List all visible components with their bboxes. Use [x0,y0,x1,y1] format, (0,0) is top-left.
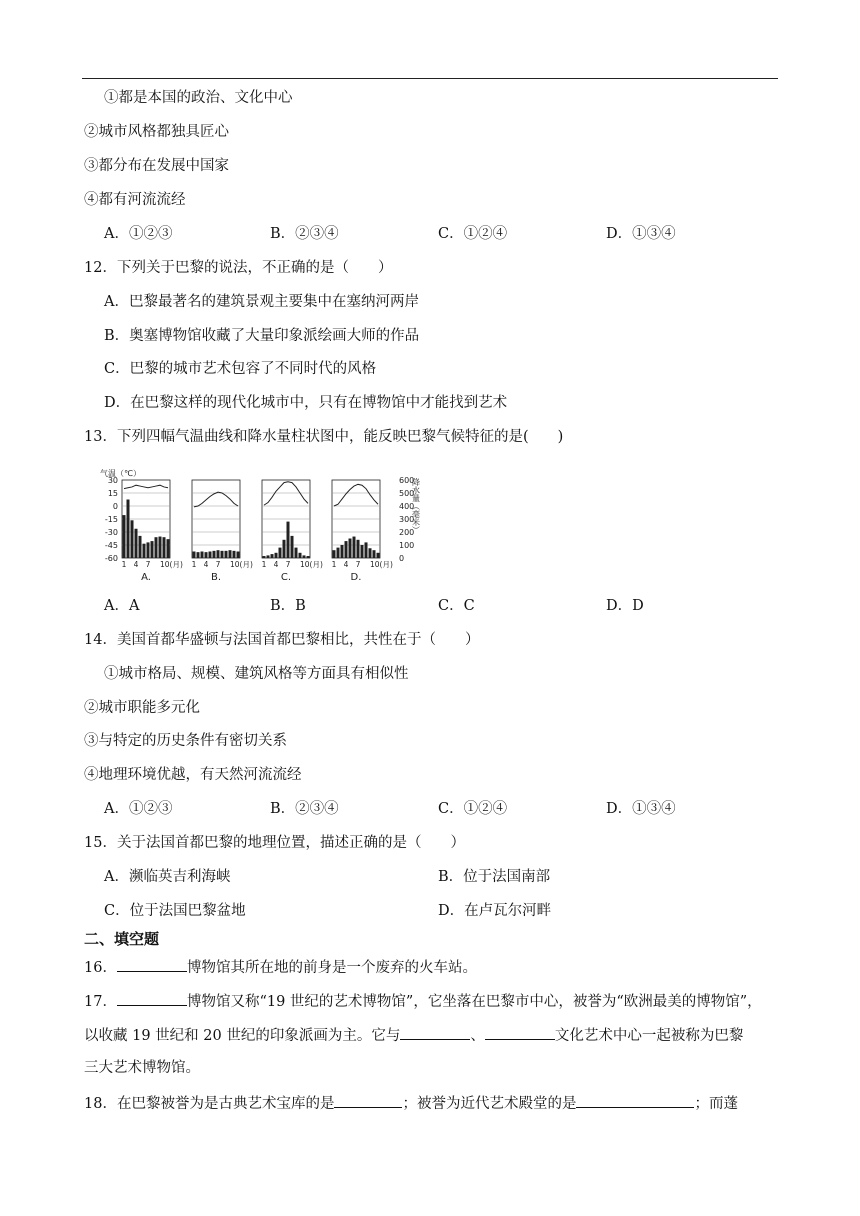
q18-text-2: ；被誉为近代艺术殿堂的是 [402,1096,577,1112]
q18-blank-2[interactable] [576,1093,694,1108]
q14-statement-4: ④地理环境优越，有天然河流流经 [84,767,302,783]
q17-blank-2[interactable] [400,1025,470,1040]
q13-option-b[interactable]: B．B [270,598,306,614]
precip-tick-label: 0 [399,554,405,563]
temp-curve [194,492,238,507]
precip-bar [155,537,158,558]
q17-text-1: 博物馆又称“19 世纪的艺术博物馆”，它坐落在巴黎市中心，被誉为“欧洲最美的博物馆”， [186,994,762,1010]
q14-option-c[interactable]: C．①②④ [438,801,508,817]
q15-stem: 15．关于法国首都巴黎的地理位置，描述正确的是（ ） [84,835,465,851]
q16-line [84,957,477,978]
precip-bar [205,552,208,558]
precip-bar [143,544,146,558]
month-tick-label: 10(月) [300,560,323,569]
q16-text: 博物馆其所在地的前身是一个废弃的火车站。 [186,960,477,976]
q11-statement-1: ①都是本国的政治、文化中心 [104,90,293,106]
precip-bar [377,553,380,558]
precip-bar [163,537,166,558]
precip-axis-label: 降水量（毫米） [411,478,421,534]
q17-line-1 [84,991,762,1012]
precip-bar [353,537,356,558]
temp-curve [264,482,308,505]
month-tick-label: 4 [343,560,349,569]
month-tick-label: 1 [261,560,267,569]
precip-bar [229,550,232,558]
precip-bar [167,539,170,558]
precip-bar [365,542,368,558]
precip-bar [299,553,302,558]
precip-bar [151,541,154,558]
q13-option-d[interactable]: D．D [606,598,644,614]
panel-label: C. [280,572,292,583]
temp-curve [334,484,378,506]
precip-bar [237,552,240,559]
q16-number: 16． [84,960,117,976]
q11-statement-4: ④都有河流流经 [84,192,186,208]
precip-bar [147,542,150,558]
precip-bar [287,522,290,558]
month-tick-label: 10(月) [160,560,183,569]
panel-label: A. [141,572,151,583]
precip-bar [279,548,282,558]
month-tick-label: 7 [215,560,221,569]
q17-line-2 [84,1025,743,1046]
q15-option-d[interactable]: D．在卢瓦尔河畔 [438,903,552,919]
precip-bar [201,552,204,559]
climate-panel-3 [262,480,323,583]
temp-curve [124,485,168,488]
q13-stem: 13．下列四幅气温曲线和降水量柱状图中，能反映巴黎气候特征的是( ) [84,429,564,445]
q17-blank-1[interactable] [117,991,187,1006]
precip-bar [345,541,348,558]
q14-option-d[interactable]: D．①③④ [606,801,676,817]
precip-bar [217,550,220,558]
section-title-fill-blank: 二、填空题 [84,930,160,948]
precip-bar [271,554,274,558]
panel-label: B. [210,572,222,583]
q13-option-c[interactable]: C．C [438,598,475,614]
q12-option-d[interactable]: D．在巴黎这样的现代化城市中，只有在博物馆中才能找到艺术 [104,395,508,411]
precip-bar [333,550,336,558]
precip-tick-label: 400 [399,502,415,511]
climate-panel-1 [122,480,183,583]
precip-bar [295,548,298,558]
month-tick-label: 4 [273,560,279,569]
precip-bar [307,556,310,558]
precip-bar [349,539,352,559]
precip-bar [361,545,364,558]
q11-statement-2: ②城市风格都独具匠心 [84,124,229,140]
precip-bar [135,529,138,558]
q14-option-a[interactable]: A．①②③ [104,801,173,817]
precip-bar [213,551,216,558]
q16-blank[interactable] [117,957,187,972]
q18-text-3: ；而蓬 [694,1096,738,1112]
q11-option-b[interactable]: B．②③④ [270,226,339,242]
precip-bar [291,536,294,558]
precip-bar [193,552,196,559]
precip-bar [283,540,286,558]
climate-panel-2 [192,480,253,583]
q14-option-b[interactable]: B．②③④ [270,801,339,817]
temp-axis-label: 气温（℃） [100,469,141,478]
precip-bar [357,540,360,558]
q18-line-1 [84,1093,738,1114]
precip-bar [267,555,270,558]
q18-blank-1[interactable] [334,1093,402,1108]
climate-panel-4 [332,480,393,583]
precip-bar [303,555,306,558]
q12-option-c[interactable]: C．巴黎的城市艺术包容了不同时代的风格 [104,361,377,377]
header-rule [82,78,778,79]
q17-blank-3[interactable] [485,1025,555,1040]
precip-bar [275,553,278,558]
q17-text-2a: 以收藏 19 世纪和 20 世纪的印象派画为主。它与 [84,1028,401,1044]
climate-charts [98,468,428,588]
precip-tick-label: 600 [399,476,415,485]
precip-bar [159,537,162,558]
temp-tick-label: 0 [112,502,118,511]
q12-stem: 12．下列关于巴黎的说法，不正确的是（ ） [84,260,393,276]
q14-statement-3: ③与特定的历史条件有密切关系 [84,733,287,749]
q15-option-b[interactable]: B．位于法国南部 [438,869,551,885]
month-tick-label: 1 [331,560,337,569]
panel-label: D. [350,572,362,583]
month-tick-label: 10(月) [230,560,253,569]
temp-ticks [105,476,118,563]
precip-bar [263,556,266,558]
q14-stem: 14．美国首都华盛顿与法国首都巴黎相比，共性在于（ ） [84,632,480,648]
precip-bar [131,520,134,558]
q12-option-a[interactable]: A．巴黎最著名的建筑景观主要集中在塞纳河两岸 [104,294,419,310]
q15-option-a[interactable]: A．濒临英吉利海峡 [104,869,231,885]
month-tick-label: 10(月) [370,560,393,569]
precip-bar [369,548,372,558]
temp-tick-label: -45 [104,541,118,550]
precip-bar [341,545,344,558]
temp-tick-label: -15 [104,515,118,524]
q17-text-3: 三大艺术博物馆。 [84,1060,200,1076]
q17-text-2c: 文化艺术中心一起被称为巴黎 [554,1028,744,1044]
q11-option-a[interactable]: A．①②③ [104,226,173,242]
q17-number: 17． [84,994,117,1010]
month-tick-label: 1 [121,560,127,569]
precip-bar [209,552,212,559]
month-tick-label: 4 [203,560,209,569]
q18-number: 18． [84,1096,117,1112]
precip-tick-label: 300 [399,515,415,524]
q18-text-1: 在巴黎被誉为是古典艺术宝库的是 [116,1096,335,1112]
precip-tick-label: 200 [399,528,415,537]
month-tick-label: 4 [133,560,139,569]
q14-statement-1: ①城市格局、规模、建筑风格等方面具有相似性 [104,666,409,682]
month-tick-label: 7 [285,560,291,569]
climate-panels [122,480,393,583]
q11-option-d[interactable]: D．①③④ [606,226,676,242]
month-tick-label: 7 [145,560,151,569]
precip-bar [123,515,126,558]
precip-bar [127,500,130,559]
q12-option-b[interactable]: B．奥塞博物馆收藏了大量印象派绘画大师的作品 [104,328,420,344]
month-tick-label: 7 [355,560,361,569]
q11-statement-3: ③都分布在发展中国家 [84,158,229,174]
q13-option-a[interactable]: A．A [104,598,140,614]
precip-tick-label: 500 [399,489,415,498]
temp-tick-label: -60 [104,554,118,563]
q17-text-2b: 、 [470,1028,485,1044]
precip-bar [373,550,376,558]
q11-option-c[interactable]: C．①②④ [438,226,508,242]
q15-option-c[interactable]: C．位于法国巴黎盆地 [104,903,246,919]
precip-bar [233,551,236,558]
temp-tick-label: -30 [104,528,118,537]
q14-statement-2: ②城市职能多元化 [84,700,200,716]
precip-bar [225,551,228,558]
temp-tick-label: 30 [107,476,118,485]
precip-bar [337,548,340,558]
month-tick-label: 1 [191,560,197,569]
precip-bar [221,551,224,558]
temp-tick-label: 15 [107,489,118,498]
precip-tick-label: 100 [399,541,415,550]
precip-bar [197,552,200,558]
precip-bar [139,536,142,558]
